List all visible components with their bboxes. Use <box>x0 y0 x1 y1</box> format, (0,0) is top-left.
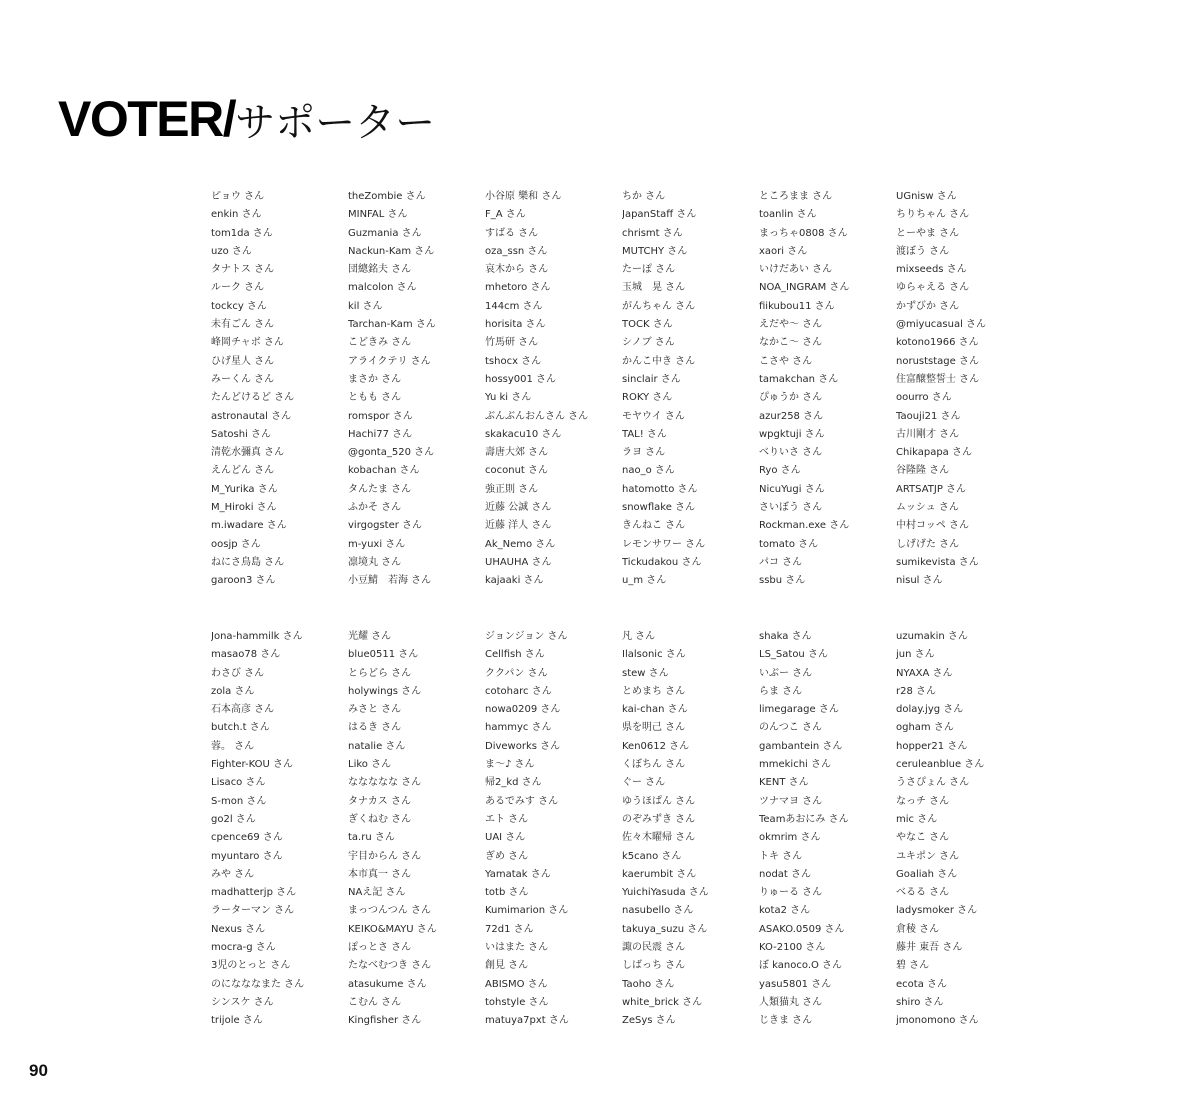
voter-name: 強正則 さん <box>485 483 539 495</box>
voter-name: ecota さん <box>896 978 947 990</box>
voter-name: 中村コッペ さん <box>896 520 969 532</box>
voter-name: こむん さん <box>348 996 402 1008</box>
name-column <box>896 188 1026 591</box>
voter-list-block-1 <box>211 188 987 591</box>
name-column <box>622 188 752 591</box>
voter-name: azur258 さん <box>759 410 824 422</box>
voter-name: tom1da さん <box>211 227 273 239</box>
voter-name: mixseeds さん <box>896 264 967 276</box>
voter-name: ちりちゃん さん <box>896 209 970 221</box>
voter-name: のぞみずき さん <box>622 813 696 825</box>
voter-name: 谷隆隆 さん <box>896 465 950 477</box>
voter-name: とらどら さん <box>348 667 412 679</box>
voter-name: tshocx さん <box>485 355 542 367</box>
voter-name: butch.t さん <box>211 722 270 734</box>
voter-name: F_A さん <box>485 209 526 221</box>
voter-name: 創見 さん <box>485 960 529 972</box>
voter-name: らま さん <box>759 685 803 697</box>
voter-name: TAL! さん <box>622 428 667 440</box>
voter-name: limegarage さん <box>759 704 839 716</box>
voter-name: MINFAL さん <box>348 209 408 221</box>
name-column <box>622 628 752 1031</box>
voter-name: あるでみす さん <box>485 795 559 807</box>
voter-name: NYAXA さん <box>896 667 953 679</box>
voter-name: たなべむつき さん <box>348 960 432 972</box>
voter-name: ま〜♪ さん <box>485 759 535 771</box>
voter-name: べるる さん <box>896 887 950 899</box>
voter-name: のんつこ さん <box>759 722 822 734</box>
page-number: 90 <box>29 1061 48 1080</box>
voter-name: Lisaco さん <box>211 777 266 789</box>
voter-name: KENT さん <box>759 777 809 789</box>
voter-name: snowflake さん <box>622 502 696 514</box>
voter-name: しげげた さん <box>896 538 960 550</box>
voter-name: ASAKO.0509 さん <box>759 923 845 935</box>
voter-name: ta.ru さん <box>348 832 395 844</box>
voter-name: Kumimarion さん <box>485 905 569 917</box>
voter-name: YuichiYasuda さん <box>622 887 709 899</box>
voter-name: タナカス さん <box>348 795 411 807</box>
voter-name: とーやま さん <box>896 227 960 239</box>
voter-name: ZeSys さん <box>622 1015 676 1027</box>
voter-name: 団總銘夫 さん <box>348 264 412 276</box>
voter-name: 玉城 晃 さん <box>622 282 686 294</box>
voter-name: Fighter-KOU さん <box>211 759 294 771</box>
voter-name: シンスケ さん <box>211 996 274 1008</box>
voter-name: 未有ごん さん <box>211 319 275 331</box>
voter-name: 本市真一 さん <box>348 868 412 880</box>
voter-name: ななななな さん <box>348 777 422 789</box>
name-column <box>485 188 615 591</box>
voter-name: hammyc さん <box>485 722 552 734</box>
voter-name: oosjp さん <box>211 538 261 550</box>
voter-name: white_brick さん <box>622 996 703 1008</box>
voter-name: uzo さん <box>211 245 252 257</box>
voter-name: ふかそ さん <box>348 502 402 514</box>
voter-name: cpence69 さん <box>211 832 283 844</box>
voter-name: astronautal さん <box>211 410 292 422</box>
voter-name: horisita さん <box>485 319 546 331</box>
voter-name: masao78 さん <box>211 649 281 661</box>
voter-name: こどきみ さん <box>348 337 412 349</box>
voter-name: mmekichi さん <box>759 759 831 771</box>
voter-name: 碧 さん <box>896 960 930 972</box>
voter-name: tockcy さん <box>211 300 267 312</box>
voter-name: jmonomono さん <box>896 1015 979 1027</box>
voter-name: yasu5801 さん <box>759 978 832 990</box>
voter-name: zola さん <box>211 685 255 697</box>
voter-name: 近藤 洋人 さん <box>485 520 552 532</box>
voter-name: enkin さん <box>211 209 262 221</box>
voter-name: Ak_Nemo さん <box>485 538 556 550</box>
voter-name: hopper21 さん <box>896 740 968 752</box>
voter-name: いけだあい さん <box>759 264 833 276</box>
voter-name: ssbu さん <box>759 575 806 587</box>
voter-name: 帰2_kd さん <box>485 777 542 789</box>
voter-name: トキ さん <box>759 850 803 862</box>
name-column <box>485 628 615 1031</box>
voter-name: のになななまた さん <box>211 978 305 990</box>
voter-name: しばっち さん <box>622 960 686 972</box>
voter-name: theZombie さん <box>348 191 426 202</box>
voter-name: kotono1966 さん <box>896 337 979 349</box>
page-title <box>58 86 435 156</box>
voter-name: shiro さん <box>896 996 944 1008</box>
voter-name: @miyucasual さん <box>896 319 987 331</box>
voter-name: blue0511 さん <box>348 649 419 661</box>
voter-name: Tickudakou さん <box>622 556 702 568</box>
voter-name: okmrim さん <box>759 832 821 844</box>
voter-name: ちか さん <box>622 191 666 202</box>
voter-name: Goaliah さん <box>896 868 958 880</box>
voter-name: ラヨ さん <box>622 447 666 459</box>
voter-name: UHAUHA さん <box>485 556 552 568</box>
voter-name: tomato さん <box>759 538 819 550</box>
voter-name: u_m さん <box>622 575 667 587</box>
voter-name: みさと さん <box>348 704 402 716</box>
voter-name: Hachi77 さん <box>348 428 413 440</box>
voter-name: mocra-g さん <box>211 942 276 954</box>
voter-name: ROKY さん <box>622 392 673 404</box>
voter-name: jun さん <box>896 649 935 661</box>
voter-name: cotoharc さん <box>485 685 552 697</box>
voter-name: かんこ中き さん <box>622 355 696 367</box>
voter-name: 壽唐大郊 さん <box>485 447 549 459</box>
voter-name: matuya7pxt さん <box>485 1015 569 1027</box>
voter-name: malcolon さん <box>348 282 417 294</box>
voter-name: KEIKO&MAYU さん <box>348 923 437 935</box>
voter-name: Yamatak さん <box>485 868 551 880</box>
voter-name: skakacu10 さん <box>485 428 562 440</box>
voter-name: go2l さん <box>211 813 256 825</box>
voter-name: chrismt さん <box>622 227 683 239</box>
voter-name: Taoho さん <box>622 978 675 990</box>
voter-name: うさぴょん さん <box>896 777 970 789</box>
voter-name: myuntaro さん <box>211 850 283 862</box>
voter-name: 住富醸整誓士 さん <box>896 373 980 385</box>
voter-name: shaka さん <box>759 631 812 642</box>
voter-name: garoon3 さん <box>211 575 276 587</box>
voter-name: JapanStaff さん <box>622 209 697 221</box>
voter-name: 近藤 公誠 さん <box>485 502 552 514</box>
voter-name: nao_o さん <box>622 465 675 477</box>
voter-name: hatomotto さん <box>622 483 698 495</box>
voter-name: Nackun-Kam さん <box>348 245 435 257</box>
voter-name: 光耀 さん <box>348 631 392 642</box>
voter-name: みーくん さん <box>211 373 275 385</box>
voter-name: noruststage さん <box>896 355 979 367</box>
voter-name: gambantein さん <box>759 740 843 752</box>
voter-name: ladysmoker さん <box>896 905 978 917</box>
voter-name: 渡ぼう さん <box>896 245 950 257</box>
voter-name: 人類猫丸 さん <box>759 996 823 1008</box>
voter-name: sumikevista さん <box>896 556 979 568</box>
voter-name: MUTCHY さん <box>622 245 688 257</box>
voter-name: r28 さん <box>896 685 937 697</box>
voter-name: 佐々木曜帰 さん <box>622 832 696 844</box>
voter-name: 倉稜 さん <box>896 923 940 935</box>
voter-name: 宇目からん さん <box>348 850 422 862</box>
voter-name: nowa0209 さん <box>485 704 561 716</box>
voter-name: LS_Satou さん <box>759 649 828 661</box>
voter-name: ところまま さん <box>759 191 833 202</box>
voter-name: なっチ さん <box>896 795 950 807</box>
voter-name: Jona-hammilk さん <box>211 631 303 642</box>
voter-name: Guzmania さん <box>348 227 422 239</box>
voter-name: くぼちん さん <box>622 759 686 771</box>
voter-name: ARTSATJP さん <box>896 483 967 495</box>
voter-name: S-mon さん <box>211 795 267 807</box>
voter-name: エト さん <box>485 813 529 825</box>
voter-name: かずびか さん <box>896 300 960 312</box>
voter-name: kajaaki さん <box>485 575 544 587</box>
voter-name: atasukume さん <box>348 978 427 990</box>
voter-name: 蓉。 さん <box>211 740 255 752</box>
voter-name: takuya_suzu さん <box>622 923 708 935</box>
voter-name: hossy001 さん <box>485 373 557 385</box>
name-column <box>759 188 889 591</box>
name-column <box>348 188 478 591</box>
voter-name: mhetoro さん <box>485 282 551 294</box>
voter-name: えだや〜 さん <box>759 319 823 331</box>
voter-name: いぶー さん <box>759 667 813 679</box>
voter-name: 峰岡チャボ さん <box>211 337 284 349</box>
voter-name: oza_ssn さん <box>485 245 548 257</box>
voter-name: Ilalsonic さん <box>622 649 686 661</box>
voter-name: kaerumbit さん <box>622 868 697 880</box>
voter-name: Diveworks さん <box>485 740 561 752</box>
voter-name: Liko さん <box>348 759 392 771</box>
voter-name: nodat さん <box>759 868 812 880</box>
voter-name: がんちゃん さん <box>622 300 696 312</box>
voter-name: アライクテリ さん <box>348 355 431 367</box>
voter-name: ジョンジョン さん <box>485 631 568 642</box>
voter-name: まさか さん <box>348 373 402 385</box>
voter-name: m-yuxi さん <box>348 538 406 550</box>
voter-name: 竹馬研 さん <box>485 337 539 349</box>
voter-name: みや さん <box>211 868 255 880</box>
voter-name: Kingfisher さん <box>348 1015 422 1027</box>
voter-name: ラーターマン さん <box>211 905 295 917</box>
voter-name: とめまち さん <box>622 685 686 697</box>
voter-name: ぐー さん <box>622 777 666 789</box>
voter-name: ぽっとさ さん <box>348 942 412 954</box>
voter-name: uzumakin さん <box>896 631 968 642</box>
voter-name: ぴゅうか さん <box>759 392 823 404</box>
voter-name: Rockman.exe さん <box>759 520 850 532</box>
voter-name: 藤井 東吾 さん <box>896 942 963 954</box>
voter-name: Tarchan-Kam さん <box>348 319 436 331</box>
voter-name: ogham さん <box>896 722 954 734</box>
voter-name: まっちゃ0808 さん <box>759 227 848 239</box>
voter-name: たーぽ さん <box>622 264 676 276</box>
voter-name: りゅーる さん <box>759 887 823 899</box>
voter-name: こさや さん <box>759 355 813 367</box>
voter-name: はるき さん <box>348 722 402 734</box>
voter-name: ABISMO さん <box>485 978 548 990</box>
voter-name: さいぼう さん <box>759 502 823 514</box>
voter-name: いはまた さん <box>485 942 549 954</box>
voter-name: シノブ さん <box>622 337 675 349</box>
voter-name: ムッシュ さん <box>896 502 959 514</box>
voter-name: Nexus さん <box>211 923 266 935</box>
voter-name: nasubello さん <box>622 905 694 917</box>
voter-name: dolay.jyg さん <box>896 704 964 716</box>
voter-name: KO-2100 さん <box>759 942 826 954</box>
voter-name: Chikapapa さん <box>896 447 972 459</box>
voter-name: tamakchan さん <box>759 373 839 385</box>
voter-name: レモンサワー さん <box>622 538 706 550</box>
voter-name: totb さん <box>485 887 529 899</box>
voter-name: 石本高彦 さん <box>211 704 275 716</box>
voter-name: ユキポン さん <box>896 850 960 862</box>
voter-name: 凡 さん <box>622 631 656 642</box>
voter-name: タナトス さん <box>211 264 275 276</box>
voter-name: k5cano さん <box>622 850 682 862</box>
voter-name: 凛境丸 さん <box>348 556 402 568</box>
voter-name: えんどん さん <box>211 465 275 477</box>
voter-list-block-2 <box>211 628 985 1031</box>
voter-name: m.iwadare さん <box>211 520 287 532</box>
voter-name: Cellfish さん <box>485 649 545 661</box>
page-title-en: VOTER/ <box>58 91 236 147</box>
voter-name: まっつんつん さん <box>348 905 431 917</box>
voter-name: ピョウ さん <box>211 191 265 202</box>
voter-name: xaori さん <box>759 245 808 257</box>
name-column <box>759 628 889 1031</box>
voter-name: Taouji21 さん <box>896 410 961 422</box>
voter-name: toanlin さん <box>759 209 817 221</box>
voter-name: ゆうほぱん さん <box>622 795 696 807</box>
voter-name: なかこ〜 さん <box>759 337 823 349</box>
voter-name: fiikubou11 さん <box>759 300 835 312</box>
voter-name: ともも さん <box>348 392 402 404</box>
voter-name: holywings さん <box>348 685 422 697</box>
voter-name: romspor さん <box>348 410 413 422</box>
voter-name: 144cm さん <box>485 300 543 312</box>
voter-name: TOCK さん <box>622 319 673 331</box>
voter-name: 古川剛才 さん <box>896 428 960 440</box>
voter-name: ゆらゃえる さん <box>896 282 970 294</box>
voter-name: ぼ kanoco.O さん <box>759 960 843 972</box>
voter-name: virgogster さん <box>348 520 423 532</box>
voter-name: NAえ記 さん <box>348 887 406 899</box>
voter-name: mic さん <box>896 813 938 825</box>
voter-name: 清乾水彌真 さん <box>211 447 285 459</box>
voter-name: NicuYugi さん <box>759 483 825 495</box>
voter-name: kai-chan さん <box>622 704 688 716</box>
voter-name: じきま さん <box>759 1015 813 1027</box>
voter-name: trijole さん <box>211 1015 263 1027</box>
voter-name: UAI さん <box>485 832 526 844</box>
voter-name: きんねこ さん <box>622 520 686 532</box>
voter-name: Yu ki さん <box>485 392 532 404</box>
voter-name: ねにさ鳥島 さん <box>211 556 285 568</box>
voter-name: Satoshi さん <box>211 428 272 440</box>
voter-name: ぶんぶんおんさん さん <box>485 410 589 422</box>
voter-name: たんどけるど さん <box>211 392 295 404</box>
voter-name: Ken0612 さん <box>622 740 690 752</box>
voter-name: ぎめ さん <box>485 850 529 862</box>
voter-name: M_Hiroki さん <box>211 502 277 514</box>
voter-name: パコ さん <box>759 556 803 568</box>
voter-name: kota2 さん <box>759 905 811 917</box>
voter-name: べりいさ さん <box>759 447 823 459</box>
voter-name: すばる さん <box>485 227 539 239</box>
voter-name: ルーク さん <box>211 282 265 294</box>
voter-name: stew さん <box>622 667 669 679</box>
voter-name: モヤウイ さん <box>622 410 685 422</box>
voter-name: 哀木から さん <box>485 264 549 276</box>
voter-name: Teamあおにみ さん <box>759 813 849 825</box>
voter-name: ククパン さん <box>485 667 548 679</box>
voter-name: wpgktuji さん <box>759 428 825 440</box>
voter-name: ツナマヨ さん <box>759 795 823 807</box>
voter-name: natalie さん <box>348 740 406 752</box>
voter-name: Ryo さん <box>759 465 801 477</box>
name-column <box>211 628 341 1031</box>
voter-name: わさび さん <box>211 667 265 679</box>
voter-name: 小谷原 樂和 さん <box>485 191 562 202</box>
voter-name: 72d1 さん <box>485 923 534 935</box>
voter-name: タんたま さん <box>348 483 412 495</box>
voter-name: 諏の民震 さん <box>622 942 686 954</box>
voter-name: ぎくねむ さん <box>348 813 412 825</box>
voter-name: UGnisw さん <box>896 191 957 202</box>
voter-name: NOA_INGRAM さん <box>759 282 850 294</box>
name-column <box>211 188 341 591</box>
voter-name: やなこ さん <box>896 832 950 844</box>
voter-name: oourro さん <box>896 392 952 404</box>
voter-name: sinclair さん <box>622 373 681 385</box>
voter-name: tohstyle さん <box>485 996 549 1008</box>
voter-name: kil さん <box>348 300 383 312</box>
page-title-ja: サポーター <box>235 100 436 146</box>
voter-name: madhatterjp さん <box>211 887 297 899</box>
voter-name: @gonta_520 さん <box>348 447 435 459</box>
voter-name: coconut さん <box>485 465 549 477</box>
voter-name: 3児のとっと さん <box>211 960 291 972</box>
voter-name: nisul さん <box>896 575 943 587</box>
voter-name: ceruleanblue さん <box>896 759 985 771</box>
voter-name: ひげ星人 さん <box>211 355 275 367</box>
voter-name: 県を明己 さん <box>622 722 686 734</box>
voter-name: M_Yurika さん <box>211 483 278 495</box>
voter-name: kobachan さん <box>348 465 420 477</box>
name-column <box>348 628 478 1031</box>
name-column <box>896 628 1026 1031</box>
voter-name: 小豆鯖 若海 さん <box>348 575 432 587</box>
